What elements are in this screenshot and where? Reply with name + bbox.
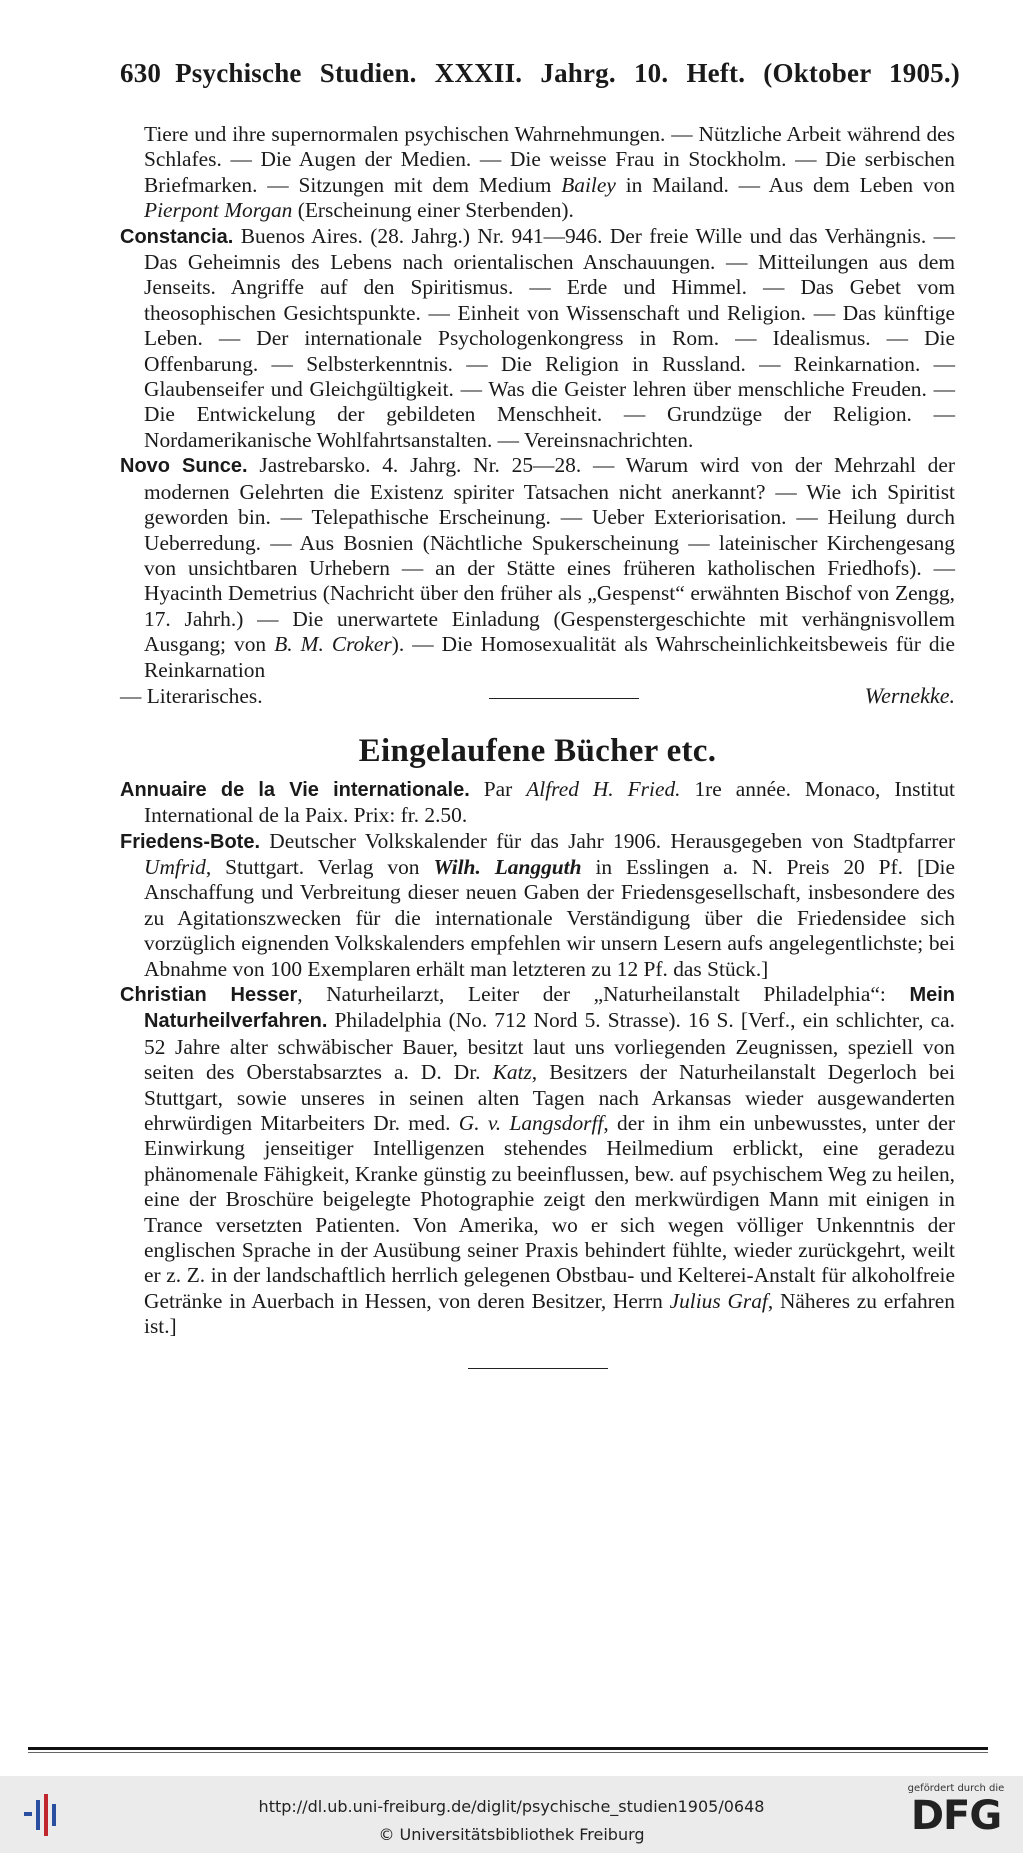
person-name: Julius Graf [669, 1288, 768, 1313]
copyright-notice: © Universitätsbibliothek Freiburg [378, 1825, 645, 1844]
dfg-caption: gefördert durch die [907, 1783, 1005, 1794]
book-entry-annuaire: Annuaire de la Vie internationale. Par Alfred H. Fried. 1re année. Monaco, Institut International de la Paix. Prix: fr. 2.50. [120, 776, 955, 828]
person-name: B. M. Croker [274, 632, 392, 657]
page-bottom-rule [28, 1747, 988, 1750]
person-name: Pierpont Morgan [144, 198, 293, 223]
book-title: Annuaire de la Vie internationale. [120, 778, 470, 801]
journal-title: Constancia. [120, 225, 234, 248]
end-divider [468, 1368, 608, 1369]
journal-entry-continued: Tiere und ihre supernormalen psychischen Wahrnehmungen. — Nützliche Arbeit während des Schlafes. — Die Augen der Medien. — Die weisse Frau in Stockholm. — Die serbischen Briefmarken. — Sitzungen mit dem Medium Bailey in Mailand. — Aus dem Leben von Pierpont Morgan (Erscheinung einer Sterbenden). [144, 122, 955, 223]
main-text [120, 122, 955, 1369]
person-name: Alfred H. Fried. [526, 776, 681, 801]
page-number: 630 [120, 58, 162, 88]
source-url[interactable]: http://dl.ub.uni-freiburg.de/diglit/psychische_studien1905/0648 [258, 1797, 765, 1816]
author-name: Christian Hesser [120, 984, 298, 1006]
page-bottom-rule-thin [28, 1752, 988, 1753]
book-title: Mein Naturheilverfahren. [144, 984, 955, 1033]
person-name: Umfrid [144, 854, 206, 879]
book-title: Friedens-Bote. [120, 830, 261, 853]
book-entry-friedens-bote: Friedens-Bote. Deutscher Volkskalender für das Jahr 1906. Herausgegeben von Stadtpfarrer Umfrid, Stuttgart. Verlag von Wilh. Langguth in Esslingen a. N. Preis 20 Pf. [Die Anschaffung und Verbreitung dieser neuen Gaben der Friedensgesellschaft, insbesondere des zu Agitationszwecken für die internationale Verständigung über die Friedensidee sich vorzüglich eignenden Volkskalenders empfehlen wir unsern Lesern aufs angelegentlichste; bei Abnahme von 100 Exemplaren erhält man letzteren zu 12 Pf. das Stück.] [120, 828, 955, 981]
dfg-wordmark: DFG [910, 1793, 1002, 1839]
signature: Wernekke. [864, 682, 955, 708]
journal-title: Novo Sunce. [120, 455, 248, 478]
person-name: Katz [492, 1060, 532, 1085]
running-title: Psychische Studien. XXXII. Jahrg. 10. Heft. (Oktober 1905.) [175, 58, 960, 88]
journal-entry-novo-sunce: Novo Sunce. Jastrebarsko. 4. Jahrg. Nr. 25—28. — Warum wird von der Mehrzahl der modernen Gelehrten die Existenz spiriter Tatsachen nicht anerkannt? — Wie ich Spiritist geworden bin. — Telepathische Erscheinung. — Ueber Exteriorisation. — Heilung durch Ueberredung. — Aus Bosnien (Nächtliche Spukerscheinung — lateinischer Kirchengesang von unsichtbaren Urhebern — an der Stätte eines früheren katholischen Friedhofs). — Hyacinth Demetrius (Nachricht über den früher als „Gespenst“ erwähnten Bischof von Zengg, 17. Jahrh.) — Die unerwartete Einladung (Gespenstergeschichte mit verhängnisvollem Ausgang; von B. M. Croker). — Die Homosexualität als Wahrscheinlichkeitsbeweis für die Reinkarnation [120, 453, 955, 682]
divider [489, 698, 639, 699]
person-name: Bailey [561, 172, 616, 197]
journal-entry-constancia: Constancia. Buenos Aires. (28. Jahrg.) Nr. 941—946. Der freie Wille und das Verhängnis. — Das Geheimnis des Lebens nach orientalischen Anschauungen. — Mitteilungen aus dem Jenseits. Angriffe auf den Spiritismus. — Erde und Himmel. — Das Gebet vom theosophischen Gesichtspunkte. — Einheit von Wissenschaft und Religion. — Das künftige Leben. — Der internationale Psychologenkongress in Rom. — Idealismus. — Die Offenbarung. — Selbsterkenntnis. — Die Religion in Russland. — Reinkarnation. — Glaubenseifer und Gleichgültigkeit. — Was die Geister lehren über menschliche Freuden. — Die Entwickelung der gebildeten Menschheit. — Grundzüge der Religion. — Nordamerikanische Wohlfahrtsanstalten. — Vereinsnachrichten. [120, 223, 955, 452]
dfg-logo [900, 1780, 1012, 1850]
person-name: Wilh. Langguth [433, 854, 582, 879]
book-entry-hesser: Christian Hesser, Naturheilarzt, Leiter der „Naturheilanstalt Philadelphia“: Mein Naturheilverfahren. Philadelphia (No. 712 Nord 5. Strasse). 16 S. [Verf., ein schlichter, ca. 52 Jahre alter schwäbischer Bauer, besitzt laut uns vorliegenden Zeugnissen, speziell von seiten des Oberstabsarztes a. D. Dr. Katz, Besitzers der Naturheilanstalt Degerloch bei Stuttgart, sowie unseres in seinen alten Tagen nach Arkansas wieder ausgewanderten ehrwürdigen Mitarbeiters Dr. med. G. v. Langsdorff, der in ihm ein unbewusstes, unter der Einwirkung jenseitiger Intelligenzen stehendes Heilmedium erblickt, eine geradezu phänomenale Fähigkeit, Kranke günstig zu beeinflussen, bew. auf psychischem Weg zu heilen, eine der Broschüre beigelegte Photographie zeigt den merkwürdigen Mann mit einigen in Trance versetzten Patienten. Von Amerika, wo er sich wegen völliger Unkenntnis der englischen Sprache in der Ausübung seiner Praxis behindert fühlte, wieder zurückgehrt, weilt er z. Z. in der landschaftlich herrlich gelegenen Obstbau- und Kelterei-Anstalt für alkoholfreie Getränke in Auerbach in Hessen, von deren Besitzer, Herrn Julius Graf, Näheres zu erfahren ist.] [120, 982, 955, 1339]
section-title: Eingelaufene Bücher etc. [358, 733, 717, 770]
signature-line: — Literarisches. Wernekke. [120, 682, 955, 708]
person-name: G. v. Langsdorff [458, 1111, 604, 1136]
page-header [120, 58, 960, 89]
